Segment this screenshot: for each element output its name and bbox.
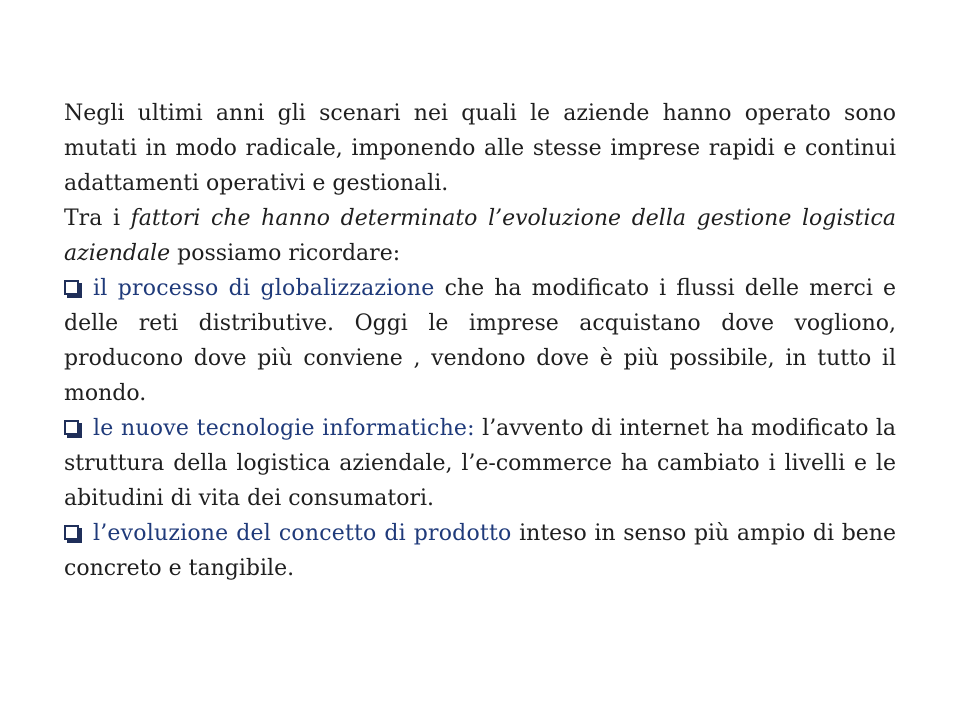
square-bullet-icon bbox=[64, 525, 79, 540]
factors-suffix: possiamo ricordare: bbox=[170, 241, 401, 266]
intro-paragraph bbox=[64, 96, 896, 201]
bullet-highlight: l’evoluzione del concetto di prodotto bbox=[93, 521, 512, 546]
bullet-highlight: le nuove tecnologie informatiche: bbox=[93, 416, 475, 441]
square-bullet-icon bbox=[64, 420, 79, 435]
bullet-item-globalization bbox=[64, 271, 896, 411]
intro-text: Negli ultimi anni gli scenari nei quali le aziende hanno operato sono mutati in modo radicale, imponendo alle stesse imprese rapidi e continui adattamenti operativi e gestionali. bbox=[64, 101, 896, 196]
bullet-item-technologies bbox=[64, 411, 896, 516]
bullet-highlight: il processo di globalizzazione bbox=[93, 276, 435, 301]
square-bullet-icon bbox=[64, 280, 79, 295]
factors-italic: fattori che hanno determinato l’evoluzione della gestione logistica aziendale bbox=[64, 206, 896, 266]
slide-content bbox=[64, 96, 896, 586]
bullet-text: l’avvento di internet ha modificato la struttura della logistica aziendale, l’e-commerce ha cambiato i livelli e le abitudini di vita dei consumatori. bbox=[64, 416, 896, 511]
bullet-item-product bbox=[64, 516, 896, 586]
factors-prefix: Tra i bbox=[64, 206, 131, 231]
factors-paragraph bbox=[64, 201, 896, 271]
bullet-text: inteso in senso più ampio di bene concreto e tangibile. bbox=[64, 521, 896, 581]
bullet-text: che ha modificato i flussi delle merci e delle reti distributive. Oggi le imprese acquistano dove vogliono, producono dove più conviene , vendono dove è più possibile, in tutto il mondo. bbox=[64, 276, 896, 406]
